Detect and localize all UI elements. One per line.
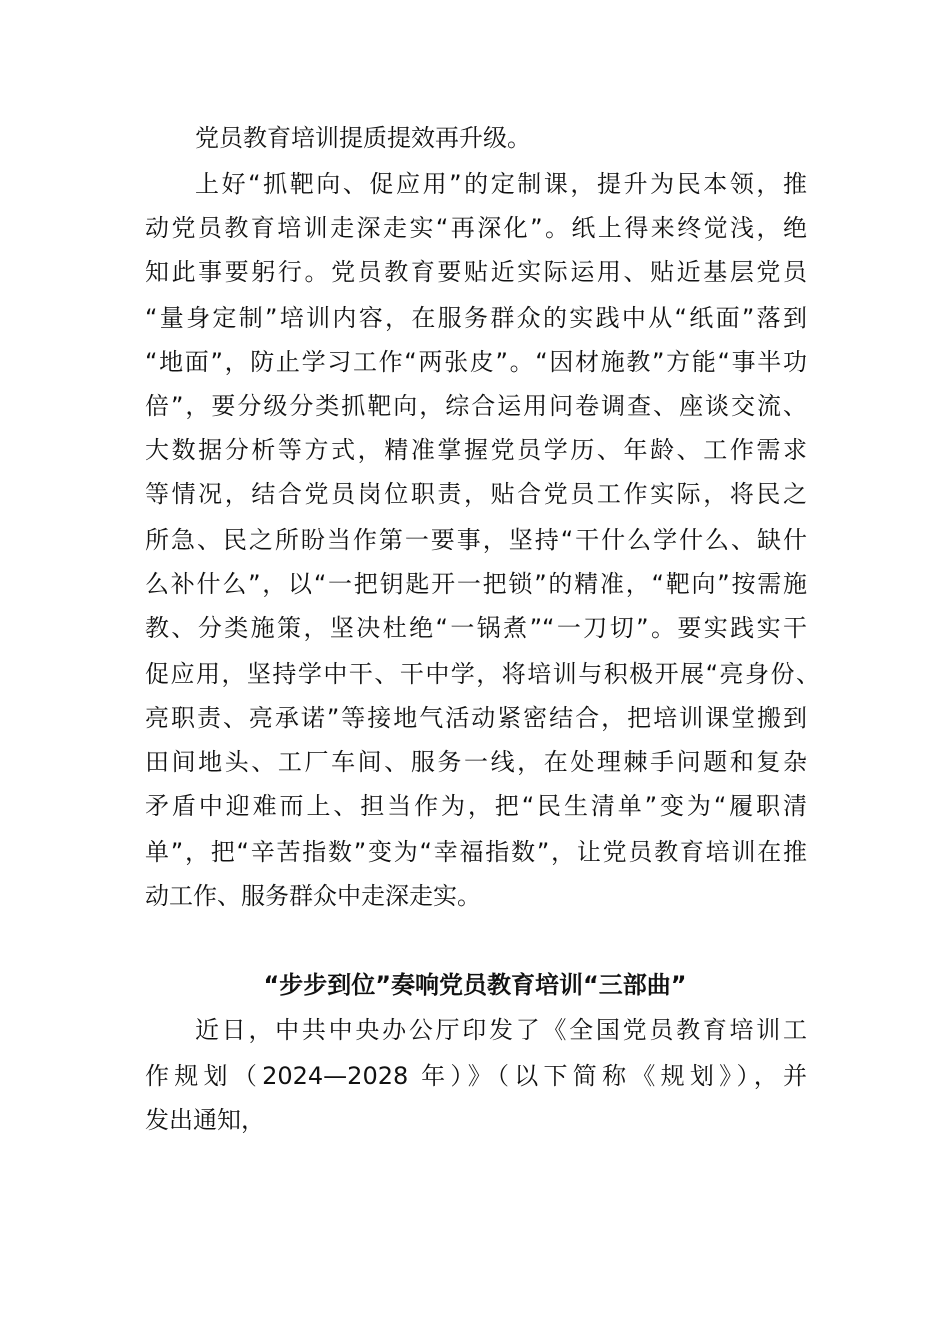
paragraph-line: 教、分类施策，坚决杜绝“一锅煮”“一刀切”。要实践实干 [145, 614, 807, 642]
paragraph-line: 倍”，要分级分类抓靶向，综合运用问卷调查、座谈交流、 [145, 392, 807, 420]
paragraph-line: “地面”，防止学习工作“两张皮”。“因材施教”方能“事半功 [145, 348, 807, 376]
paragraph-line: 亮职责、亮承诺”等接地气活动紧密结合，把培训课堂搬到 [145, 704, 807, 732]
paragraph-line: 么补什么”，以“一把钥匙开一把锁”的精准，“靶向”按需施 [145, 570, 807, 598]
paragraph-line: 等情况，结合党员岗位职责，贴合党员工作实际，将民之 [145, 480, 807, 508]
paragraph-line: 上好“抓靶向、促应用”的定制课，提升为民本领，推 [195, 170, 807, 198]
paragraph-line: 知此事要躬行。党员教育要贴近实际运用、贴近基层党员 [145, 258, 807, 286]
paragraph-line: 田间地头、工厂车间、服务一线，在处理棘手问题和复杂 [145, 748, 807, 776]
paragraph-line: 促应用，坚持学中干、干中学，将培训与积极开展“亮身份、 [145, 660, 820, 688]
paragraph-line: 大数据分析等方式，精准掌握党员学历、年龄、工作需求 [145, 436, 807, 464]
paragraph-line: 近日，中共中央办公厅印发了《全国党员教育培训工 [195, 1016, 807, 1044]
paragraph-line: 动党员教育培训走深走实“再深化”。纸上得来终觉浅，绝 [145, 214, 807, 242]
section-heading: “步步到位”奏响党员教育培训“三部曲” [263, 971, 687, 999]
paragraph-line: 所急、民之所盼当作第一要事，坚持“干什么学什么、缺什 [145, 526, 807, 554]
paragraph-line: 发出通知， [145, 1106, 265, 1134]
paragraph-line: “量身定制”培训内容，在服务群众的实践中从“纸面”落到 [145, 304, 807, 332]
paragraph-line: 作规划（2024—2028 年）》（以下简称《规划》），并 [145, 1062, 807, 1090]
paragraph-line: 动工作、服务群众中走深走实。 [145, 882, 481, 910]
paragraph-line: 矛盾中迎难而上、担当作为，把“民生清单”变为“履职清 [145, 792, 807, 820]
paragraph-line: 党员教育培训提质提效再升级。 [195, 124, 531, 152]
paragraph-line: 单”，把“辛苦指数”变为“幸福指数”，让党员教育培训在推 [145, 838, 807, 866]
